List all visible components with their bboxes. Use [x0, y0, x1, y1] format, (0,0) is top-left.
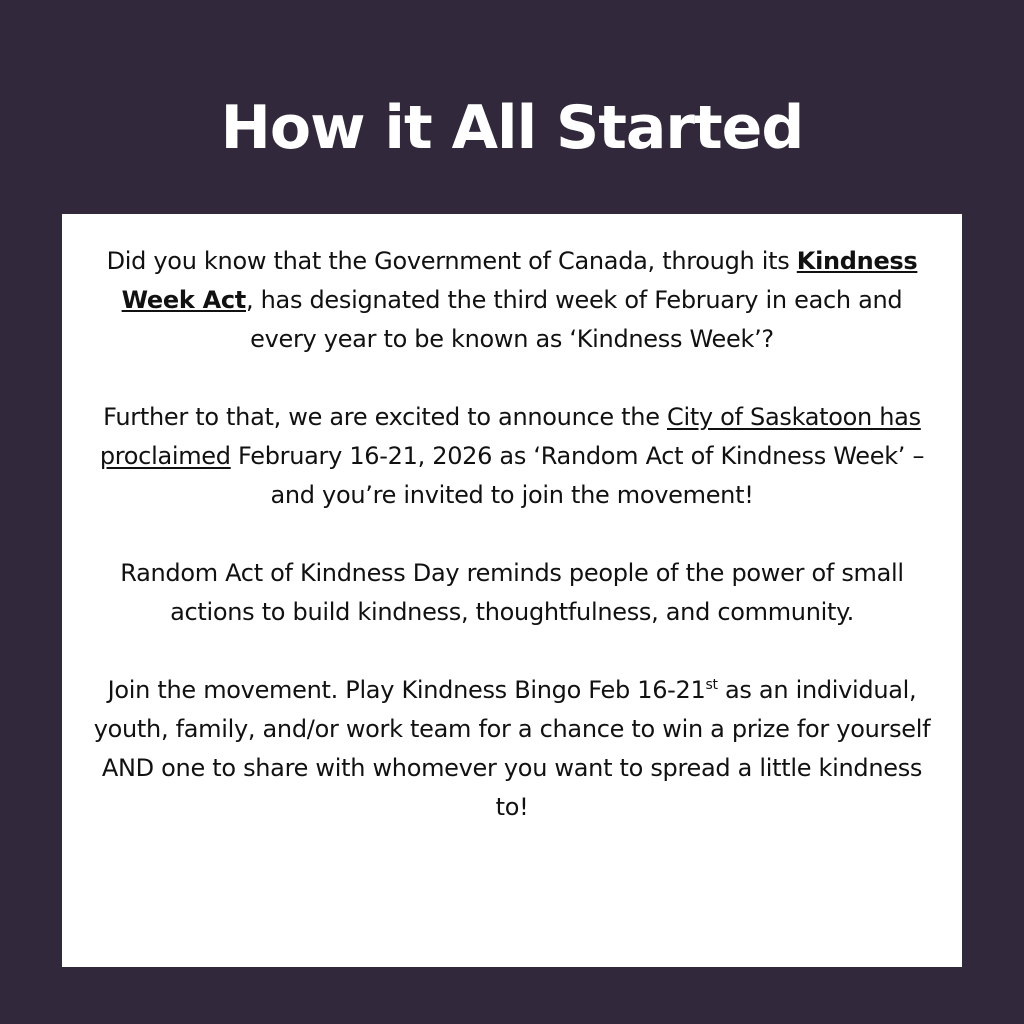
- kindness-week-act-link[interactable]: Kindness Week Act: [121, 247, 918, 314]
- paragraph-1-lead: Did you know that the Government of Canada, through its: [106, 247, 797, 275]
- city-proclamation-link[interactable]: City of Saskatoon has proclaimed: [99, 403, 921, 470]
- paragraph-1-tail: , has designated the third week of February in each and every year to be known as ‘Kindness Week’?: [245, 286, 903, 353]
- paragraph-kindness-day: Random Act of Kindness Day reminds people of the power of small actions to build kindness, thoughtfulness, and community.: [120, 559, 904, 626]
- paragraph-4-tail: as an individual, youth, family, and/or work team for a chance to win a prize for yourself AND one to share with whomever you want to spread a little kindness to!: [93, 676, 931, 821]
- paragraph-kindness-bingo: [86, 671, 938, 827]
- paragraph-kindness-week-act: [86, 242, 938, 359]
- paragraph-saskatoon-proclamation: [86, 398, 938, 515]
- paragraph-2-tail: February 16-21, 2026 as ‘Random Act of Kindness Week’ – and you’re invited to join the movement!: [230, 442, 925, 509]
- paragraph-4-lead: Join the movement. Play Kindness Bingo Feb 16-21: [107, 676, 706, 704]
- page-title: How it All Started: [220, 93, 804, 163]
- content-card: [62, 214, 962, 967]
- paragraph-2-lead: Further to that, we are excited to announce the: [103, 403, 667, 431]
- ordinal-suffix: st: [705, 677, 718, 693]
